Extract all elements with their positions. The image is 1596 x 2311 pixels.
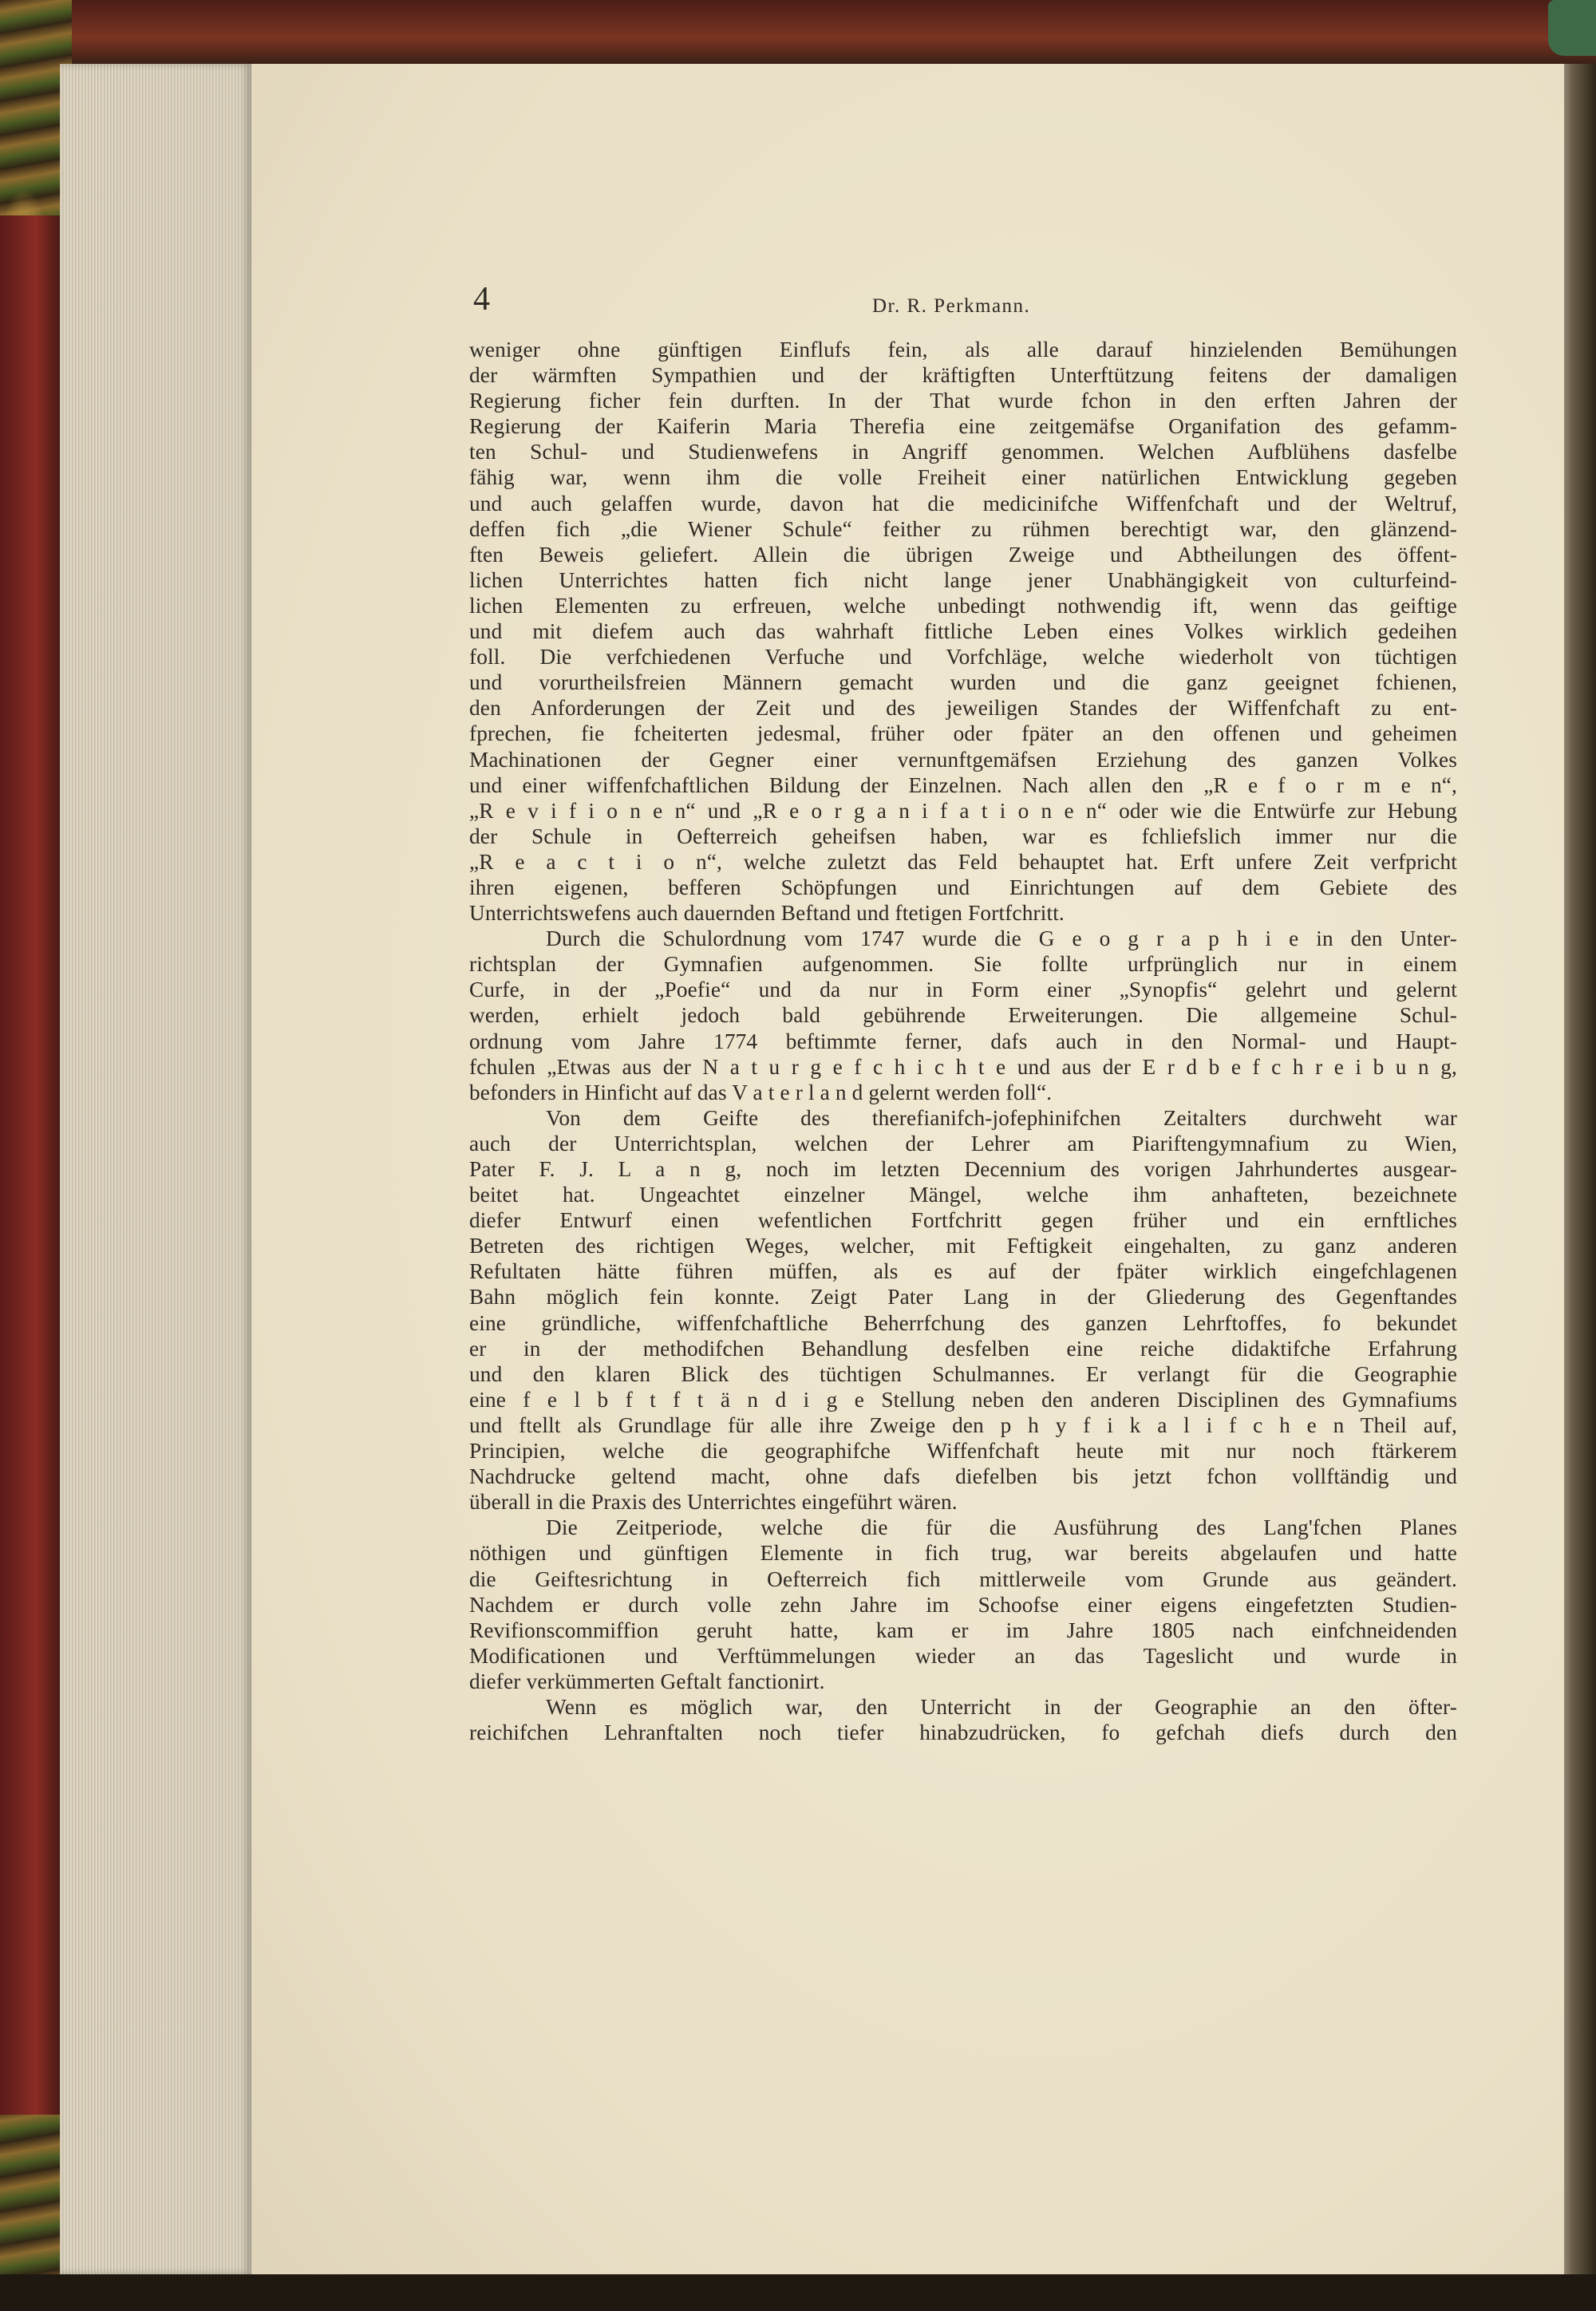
text-line: der wärmften Sympathien und der kräftigften Unterftützung feitens der damaligen: [469, 363, 1457, 388]
text-line: und mit diefem auch das wahrhaft fittliche Leben eines Volkes wirklich gedeihen: [469, 619, 1457, 644]
text-line: Regierung der Kaiferin Maria Therefia eine zeitgemäfse Organifation des gefamm-: [469, 414, 1457, 439]
text-line: auch der Unterrichtsplan, welchen der Lehrer am Piariftengymnafium zu Wien,: [469, 1131, 1457, 1156]
text-line: Nachdem er durch volle zehn Jahre im Schoofse einer eigens eingefetzten Studien-: [469, 1592, 1457, 1617]
text-line: lichen Unterrichtes hatten fich nicht lange jener Unabhängigkeit von culturfeind-: [469, 567, 1457, 592]
text-line: den Anforderungen der Zeit und des jeweiligen Standes der Wiffenfchaft zu ent-: [469, 696, 1457, 721]
text-line: „R e a c t i o n“, welche zuletzt das Feld behauptet hat. Erft unfere Zeit verfpricht: [469, 849, 1457, 874]
text-line: eine gründliche, wiffenfchaftliche Beherrfchung des ganzen Lehrftoffes, fo bekundet: [469, 1310, 1457, 1335]
bookmark-ribbon: [1548, 0, 1596, 56]
text-line: und ftellt als Grundlage für alle ihre Zweige den p h y f i k a l i f c h e n Theil auf,: [469, 1412, 1457, 1437]
text-line: ten Schul- und Studienwefens in Angriff genommen. Welchen Aufblühens dasfelbe: [469, 440, 1457, 464]
text-line: nöthigen und günftigen Elemente in fich trug, war bereits abgelaufen und hatte: [469, 1541, 1457, 1566]
text-line: Machinationen der Gegner einer vernunftgemäfsen Erziehung des ganzen Volkes: [469, 747, 1457, 772]
text-line: und einer wiffenfchaftlichen Bildung der Einzelnen. Nach allen den „R e f o r m e n“,: [469, 772, 1457, 797]
text-line: „R e v i f i o n e n“ und „R e o r g a n i f a t i o n e n“ oder wie die Entwürfe zur Hebung: [469, 798, 1457, 823]
text-line: Betreten des richtigen Weges, welcher, mit Feftigkeit eingehalten, zu ganz anderen: [469, 1234, 1457, 1258]
text-line: Regierung ficher fein durften. In der That wurde fchon in den erften Jahren der: [469, 389, 1457, 413]
text-line: Durch die Schulordnung vom 1747 wurde die G e o g r a p h i e in den Unter-: [546, 926, 1457, 951]
text-line: Refultaten hätte führen müffen, als es auf der fpäter wirklich eingefchlagenen: [469, 1259, 1457, 1284]
text-line: und vorurtheilsfreien Männern gemacht wurden und die ganz geeignet fchienen,: [469, 670, 1457, 695]
text-line: befonders in Hinficht auf das V a t e r l a n d gelernt werden foll“.: [469, 1080, 1053, 1104]
text-line: diefer verkümmerten Geftalt fanctionirt.: [469, 1669, 825, 1693]
text-line: Revifionscommiffion geruht hatte, kam er im Jahre 1805 nach einfchneidenden: [469, 1618, 1457, 1642]
page-text: [469, 281, 1457, 1745]
book-cover-left: [0, 215, 60, 2115]
text-line: richtsplan der Gymnafien aufgenommen. Sie follte urfprünglich nur in einem: [469, 952, 1457, 977]
scan-background: [0, 2274, 1596, 2311]
book-cover-top: [72, 0, 1596, 64]
page-edges: [60, 64, 251, 2274]
text-line: Unterrichtswefens auch dauernden Beftand und ftetigen Fortfchritt.: [469, 901, 1065, 926]
text-line: werden, erhielt jedoch bald gebührende Erweiterungen. Die allgemeine Schul-: [469, 1003, 1457, 1028]
text-line: Wenn es möglich war, den Unterricht in der Geographie an den öfter-: [546, 1694, 1457, 1719]
text-line: eine f e l b f t f t ä n d i g e Stellung neben den anderen Disciplinen des Gymnafiums: [469, 1387, 1457, 1412]
text-line: Curfe, in der „Poefie“ und da nur in Form einer „Synopfis“ gelehrt und gelernt: [469, 978, 1457, 1002]
text-line: Pater F. J. L a n g, noch im letzten Decennium des vorigen Jahrhundertes ausgear-: [469, 1157, 1457, 1181]
text-line: ften Beweis geliefert. Allein die übrigen Zweige und Abtheilungen des öffent-: [469, 542, 1457, 567]
text-line: Bahn möglich fein konnte. Zeigt Pater Lang in der Gliederung des Gegenftandes: [469, 1285, 1457, 1310]
running-head-author: Dr. R. Perkmann.: [872, 295, 1031, 317]
text-line: beitet hat. Ungeachtet einzelner Mängel, welche ihm anhafteten, bezeichnete: [469, 1183, 1457, 1207]
text-line: Nachdrucke geltend macht, ohne dafs diefelben bis jetzt fchon vollftändig und: [469, 1464, 1457, 1489]
text-line: die Geiftesrichtung in Oefterreich fich mittlerweile vom Grunde aus geändert.: [469, 1566, 1457, 1591]
text-line: fchulen „Etwas aus der N a t u r g e f c h i c h t e und aus der E r d b e f c h r e i b u n g,: [469, 1054, 1457, 1079]
text-line: fähig war, wenn ihm die volle Freiheit einer natürlichen Entwicklung gegeben: [469, 465, 1457, 490]
text-line: lichen Elementen zu erfreuen, welche unbedingt nothwendig ift, wenn das geiftige: [469, 593, 1457, 618]
text-line: der Schule in Oefterreich geheifsen haben, war es fchliefslich immer nur die: [469, 824, 1457, 848]
text-line: deffen fich „die Wiener Schule“ feither zu rühmen berechtigt war, den glänzend-: [469, 516, 1457, 541]
page-number: 4: [473, 281, 491, 318]
text-line: foll. Die verfchiedenen Verfuche und Vorfchläge, welche wiederholt von tüchtigen: [469, 645, 1457, 670]
body-text: [469, 337, 1457, 1745]
text-line: ihren eigenen, befferen Schöpfungen und Einrichtungen auf dem Gebiete des: [469, 875, 1457, 899]
text-line: Modificationen und Verftümmelungen wieder an das Tageslicht und wurde in: [469, 1643, 1457, 1668]
text-line: Von dem Geifte des therefianifch-jofephinifchen Zeitalters durchweht war: [546, 1105, 1457, 1130]
running-head: [469, 281, 1457, 337]
text-line: fprechen, fie fcheiterten jedesmal, früher oder fpäter an den offenen und geheimen: [469, 721, 1457, 746]
text-line: diefer Entwurf einen wefentlichen Fortfchritt gegen früher und ein ernftliches: [469, 1208, 1457, 1233]
text-line: er in der methodifchen Behandlung desfelben eine reiche didaktifche Erfahrung: [469, 1336, 1457, 1361]
text-line: Die Zeitperiode, welche die für die Ausführung des Lang'fchen Planes: [546, 1515, 1457, 1540]
text-line: weniger ohne günftigen Einflufs fein, als alle darauf hinzielenden Bemühungen: [469, 338, 1457, 361]
text-line: reichifchen Lehranftalten noch tiefer hinabzudrücken, fo gefchah diefs durch den: [469, 1720, 1457, 1745]
text-line: und auch gelaffen wurde, davon hat die medicinifche Wiffenfchaft und der Weltruf,: [469, 491, 1457, 516]
text-line: überall in die Praxis des Unterrichtes eingeführt wären.: [469, 1490, 958, 1515]
text-line: Principien, welche die geographifche Wiffenfchaft heute mit nur noch ftärkerem: [469, 1439, 1457, 1464]
text-line: und den klaren Blick des tüchtigen Schulmannes. Er verlangt für die Geographie: [469, 1361, 1457, 1386]
text-line: ordnung vom Jahre 1774 beftimmte ferner, dafs auch in den Normal- und Haupt-: [469, 1029, 1457, 1053]
